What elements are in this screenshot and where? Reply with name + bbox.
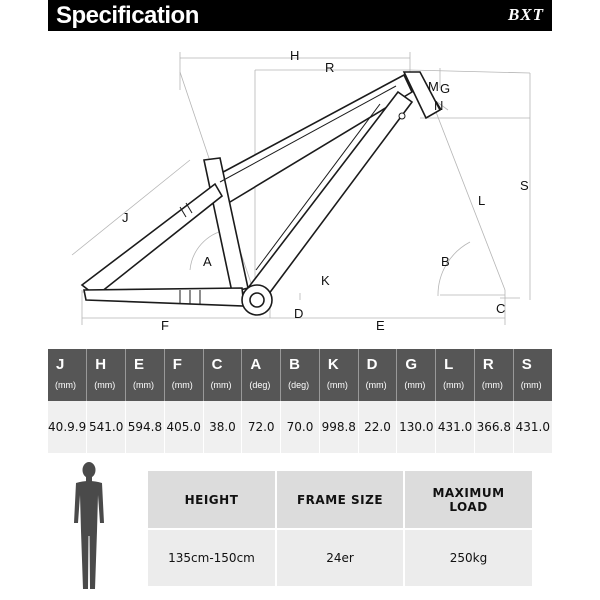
label-d: D bbox=[294, 306, 304, 321]
geometry-unit: (mm) bbox=[171, 380, 193, 390]
geometry-value-k: 998.8 bbox=[319, 401, 358, 453]
geometry-unit: (mm) bbox=[55, 380, 76, 390]
geometry-col-h bbox=[87, 349, 126, 401]
label-s: S bbox=[520, 178, 529, 193]
geometry-col-r bbox=[474, 349, 513, 401]
geometry-unit: (mm) bbox=[443, 380, 465, 390]
geometry-key: A bbox=[250, 356, 262, 373]
geometry-unit: (mm) bbox=[520, 380, 542, 390]
geometry-value-b: 70.0 bbox=[281, 401, 320, 453]
geometry-unit: (deg) bbox=[288, 380, 310, 390]
geometry-col-b bbox=[281, 349, 320, 401]
geometry-key: K bbox=[327, 356, 339, 373]
geometry-value-f: 405.0 bbox=[164, 401, 203, 453]
geometry-col-d bbox=[358, 349, 397, 401]
geometry-col-c bbox=[203, 349, 242, 401]
label-e: E bbox=[376, 318, 385, 333]
label-r: R bbox=[325, 60, 335, 75]
geometry-value-e: 594.8 bbox=[126, 401, 165, 453]
frame-geometry-diagram bbox=[0, 31, 600, 349]
geometry-unit: (mm) bbox=[404, 380, 426, 390]
geometry-col-f bbox=[164, 349, 203, 401]
geometry-unit: (mm) bbox=[365, 380, 387, 390]
label-l: L bbox=[478, 193, 486, 208]
header-bar bbox=[48, 0, 552, 31]
label-g: G bbox=[440, 81, 451, 96]
maximum-load-value: 250kg bbox=[404, 529, 532, 586]
geometry-col-j bbox=[48, 349, 87, 401]
label-h: H bbox=[290, 48, 300, 63]
bike-frame bbox=[82, 72, 440, 315]
label-a: A bbox=[203, 254, 212, 269]
label-k: K bbox=[321, 273, 330, 288]
person-silhouette-icon bbox=[64, 461, 114, 595]
label-j: J bbox=[122, 210, 129, 225]
geometry-key: J bbox=[56, 356, 65, 373]
size-table bbox=[148, 471, 532, 586]
label-n: N bbox=[434, 98, 444, 113]
geometry-col-l bbox=[436, 349, 475, 401]
geometry-key: C bbox=[211, 356, 223, 373]
geometry-key: B bbox=[289, 356, 300, 373]
page-title: Specification bbox=[56, 2, 199, 29]
geometry-value-h: 541.0 bbox=[87, 401, 126, 453]
geometry-key: E bbox=[134, 356, 145, 373]
geometry-table bbox=[48, 349, 552, 453]
geometry-value-d: 22.0 bbox=[358, 401, 397, 453]
geometry-value-g: 130.0 bbox=[397, 401, 436, 453]
label-m: M bbox=[428, 79, 439, 94]
geometry-col-s bbox=[513, 349, 552, 401]
geometry-unit: (mm) bbox=[210, 380, 232, 390]
geometry-unit: (mm) bbox=[94, 380, 116, 390]
geometry-value-a: 72.0 bbox=[242, 401, 281, 453]
height-header: HEIGHT bbox=[148, 471, 276, 529]
geometry-key: G bbox=[405, 356, 418, 373]
geometry-key: H bbox=[95, 356, 107, 373]
geometry-unit: (mm) bbox=[326, 380, 348, 390]
geometry-value-c: 38.0 bbox=[203, 401, 242, 453]
geometry-col-g bbox=[397, 349, 436, 401]
geometry-key: L bbox=[444, 356, 454, 373]
geometry-key: D bbox=[366, 356, 378, 373]
geometry-col-a bbox=[242, 349, 281, 401]
maximum-load-header: MAXIMUM LOAD bbox=[404, 471, 532, 529]
frame-size-value: 24er bbox=[276, 529, 404, 586]
geometry-value-row bbox=[48, 401, 552, 453]
geometry-unit: (mm) bbox=[133, 380, 155, 390]
dimension-lines bbox=[72, 52, 530, 325]
label-b: B bbox=[441, 254, 450, 269]
geometry-col-e bbox=[126, 349, 165, 401]
geometry-key: F bbox=[172, 356, 182, 373]
geometry-unit: (deg) bbox=[249, 380, 271, 390]
label-f: F bbox=[161, 318, 169, 333]
size-value-row bbox=[148, 529, 532, 586]
frame-size-header: FRAME SIZE bbox=[276, 471, 404, 529]
height-value: 135cm-150cm bbox=[148, 529, 276, 586]
geometry-value-s: 431.0 bbox=[513, 401, 552, 453]
geometry-key: S bbox=[521, 356, 532, 373]
brand-logo: BXT bbox=[507, 5, 544, 24]
geometry-value-j: 40.9.9 bbox=[48, 401, 87, 453]
size-header-row bbox=[148, 471, 532, 529]
geometry-value-l: 431.0 bbox=[436, 401, 475, 453]
geometry-key: R bbox=[482, 356, 494, 373]
geometry-value-r: 366.8 bbox=[474, 401, 513, 453]
geometry-unit: (mm) bbox=[481, 380, 503, 390]
geometry-header-row bbox=[48, 349, 552, 401]
label-c: C bbox=[496, 301, 506, 316]
geometry-col-k bbox=[319, 349, 358, 401]
